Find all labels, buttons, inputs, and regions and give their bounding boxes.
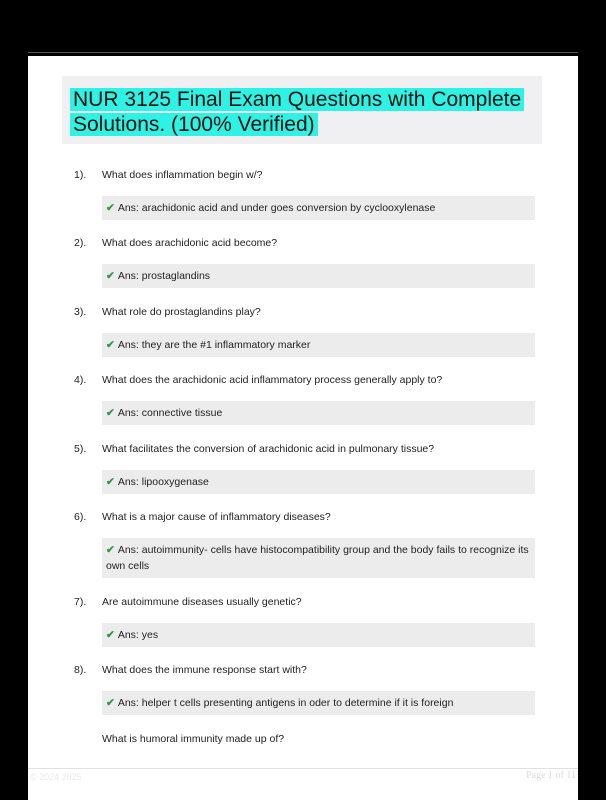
question-number: 2).	[74, 237, 87, 249]
question-number: 8).	[74, 664, 87, 676]
answer-text: Ans: arachidonic acid and under goes conversion by cyclooxylenase	[117, 202, 436, 214]
check-icon: ✔	[106, 629, 115, 641]
question-text: What does the arachidonic acid inflammatory process generally apply to?	[102, 374, 443, 386]
question-text: What role do prostaglandins play?	[102, 306, 261, 318]
document-page	[28, 56, 578, 800]
check-icon: ✔	[106, 476, 115, 488]
check-icon: ✔	[106, 270, 115, 282]
question-text: Are autoimmune diseases usually genetic?	[102, 596, 302, 608]
question-number: 5).	[74, 443, 87, 455]
footer-watermark: © 2024 2025	[30, 772, 82, 782]
question-text: What does inflammation begin w/?	[102, 169, 263, 181]
answer-text: Ans: lipooxygenase	[117, 476, 209, 488]
answer-box	[102, 691, 535, 715]
answer-box	[102, 333, 535, 357]
page-number: Page 1 of 11	[526, 770, 576, 781]
question-text: What does the immune response start with?	[102, 664, 307, 676]
answer-text: Ans: prostaglandins	[117, 270, 211, 282]
answer-box	[102, 538, 535, 578]
question-number: 4).	[74, 374, 87, 386]
question-number: 6).	[74, 511, 87, 523]
question-number: 1).	[74, 169, 87, 181]
answer-box	[102, 401, 535, 425]
answer-text: Ans: they are the #1 inflammatory marker	[117, 339, 311, 351]
footer-divider	[28, 768, 578, 769]
question-number: 7).	[74, 596, 87, 608]
answer-text: Ans: helper t cells presenting antigens in oder to determine if it is foreign	[117, 697, 454, 709]
check-icon: ✔	[106, 407, 115, 419]
question-text: What facilitates the conversion of arachidonic acid in pulmonary tissue?	[102, 443, 435, 455]
answer-box	[102, 264, 535, 288]
answer-text: Ans: yes	[117, 629, 159, 641]
answer-box	[102, 196, 535, 220]
check-icon: ✔	[106, 202, 115, 214]
top-divider	[28, 52, 578, 53]
question-text: What does arachidonic acid become?	[102, 237, 278, 249]
check-icon: ✔	[106, 697, 115, 709]
check-icon: ✔	[106, 544, 115, 556]
answer-box	[102, 623, 535, 647]
answer-text: Ans: autoimmunity- cells have histocompatibility group and the body fails to recognize its own cells	[106, 544, 529, 572]
answer-text: Ans: connective tissue	[117, 407, 223, 419]
question-number: 3).	[74, 306, 87, 318]
answer-box	[102, 470, 535, 494]
question-text: What is a major cause of inflammatory diseases?	[102, 511, 331, 523]
document-title: NUR 3125 Final Exam Questions with Complete Solutions. (100% Verified)	[70, 87, 540, 137]
check-icon: ✔	[106, 339, 115, 351]
question-text: What is humoral immunity made up of?	[102, 733, 285, 745]
